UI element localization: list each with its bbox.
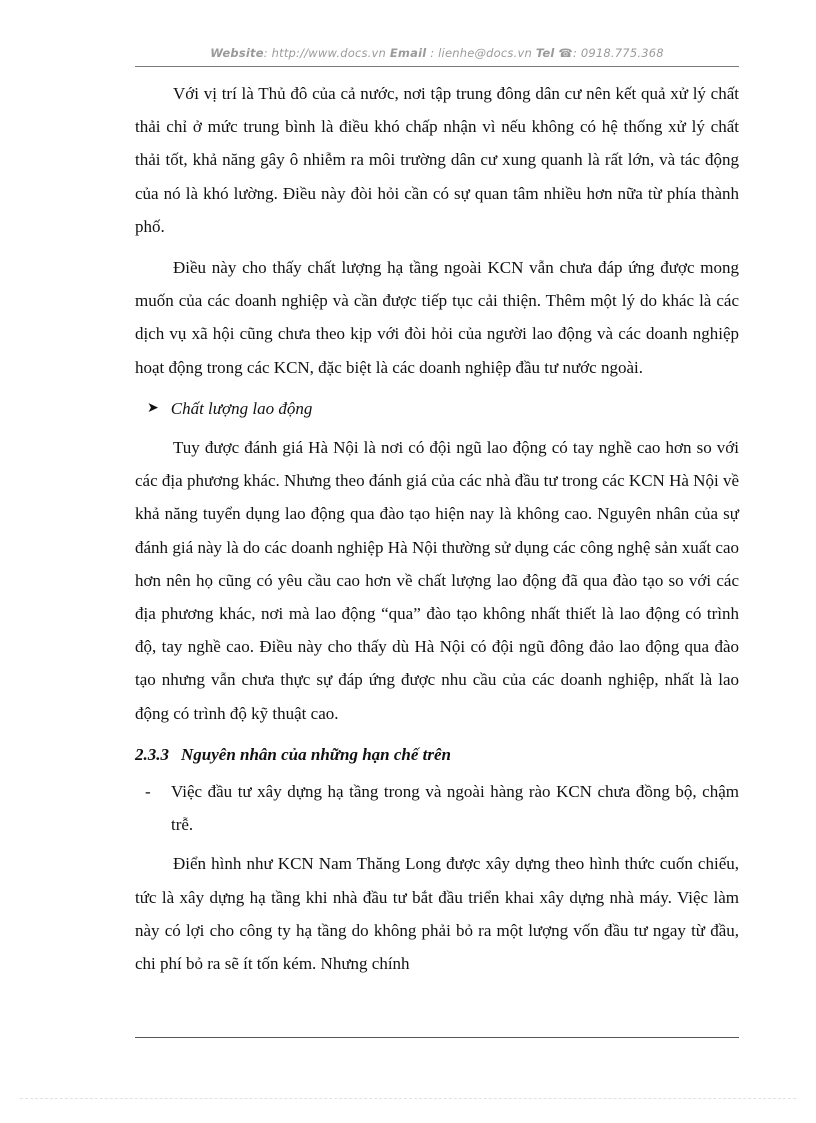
- paragraph-labor: Tuy được đánh giá Hà Nội là nơi có đội ngũ lao động có tay nghề cao hơn so với các địa phương khác. Nhưng theo đánh giá của các nhà đầu tư trong các KCN Hà Nội về khả năng tuyển dụng lao động qua đào tạo hiện nay là không cao. Nguyên nhân của sự đánh giá này là do các doanh nghiệp Hà Nội thường sử dụng các công nghệ sản xuất cao hơn nên họ cũng có yêu cầu cao hơn về chất lượng lao động đã qua đào tạo so với các địa phương khác, nơi mà lao động “qua” đào tạo không nhất thiết là lao động có trình độ, tay nghề cao. Điều này cho thấy dù Hà Nội có đội ngũ đông đảo lao động qua đào tạo nhưng vẫn chưa thực sự đáp ứng được nhu cầu của các doanh nghiệp, nhất là lao động có trình độ kỹ thuật cao.: [135, 438, 739, 723]
- bullet-label: Chất lượng lao động: [170, 398, 313, 418]
- header-email-label: Email: [389, 46, 427, 60]
- list-item: [135, 775, 739, 841]
- footer-divider: [135, 1037, 739, 1038]
- section-number: 2.3.3: [135, 744, 169, 764]
- document-body: [135, 77, 739, 988]
- header-tel-label: Tel: [535, 46, 555, 60]
- list-dash: -: [145, 782, 151, 802]
- section-title: Nguyên nhân của những hạn chế trên: [181, 744, 451, 764]
- page-header: [135, 46, 739, 60]
- paragraph-example: Điển hình như KCN Nam Thăng Long được xây dựng theo hình thức cuốn chiếu, tức là xây dựng hạ tầng khi nhà đầu tư bắt đầu triển khai xây dựng nhà máy. Việc làm này có lợi cho công ty hạ tầng do không phải bỏ ra một lượng vốn đầu tư ngay từ đầu, chi phí bỏ ra sẽ ít tốn kém. Nhưng chính: [135, 854, 739, 974]
- header-website-value: : http://www.docs.vn: [263, 46, 387, 60]
- header-tel-value: : 0918.775.368: [572, 46, 664, 60]
- header-email-value: : lienhe@docs.vn: [430, 46, 532, 60]
- list-item-text: Việc đầu tư xây dựng hạ tầng trong và ngoài hàng rào KCN chưa đồng bộ, chậm trễ.: [171, 782, 739, 835]
- section-heading: [135, 738, 739, 771]
- header-website-label: Website: [210, 46, 264, 60]
- header-divider: [135, 66, 739, 67]
- paragraph-infrastructure: Điều này cho thấy chất lượng hạ tầng ngoài KCN vẫn chưa đáp ứng được mong muốn của các doanh nghiệp và cần được tiếp tục cải thiện. Thêm một lý do khác là các dịch vụ xã hội cũng chưa theo kịp với đòi hỏi của người lao động và các doanh nghiệp hoạt động trong các KCN, đặc biệt là các doanh nghiệp đầu tư nước ngoài.: [135, 258, 739, 377]
- page-bottom-edge: [20, 1098, 796, 1099]
- phone-icon: ☎: [558, 46, 573, 60]
- paragraph-waste-treatment: Với vị trí là Thủ đô của cả nước, nơi tập trung đông dân cư nên kết quả xử lý chất thải chỉ ở mức trung bình là điều khó chấp nhận vì nếu không có hệ thống xử lý chất thải tốt, khả năng gây ô nhiễm ra môi trường dân cư xung quanh là rất lớn, và tác động của nó là khó lường. Điều này đòi hỏi cần có sự quan tâm nhiều hơn nữa từ phía thành phố.: [135, 84, 739, 236]
- bullet-labor-quality: [135, 392, 739, 425]
- arrow-bullet-icon: ➤: [147, 399, 159, 416]
